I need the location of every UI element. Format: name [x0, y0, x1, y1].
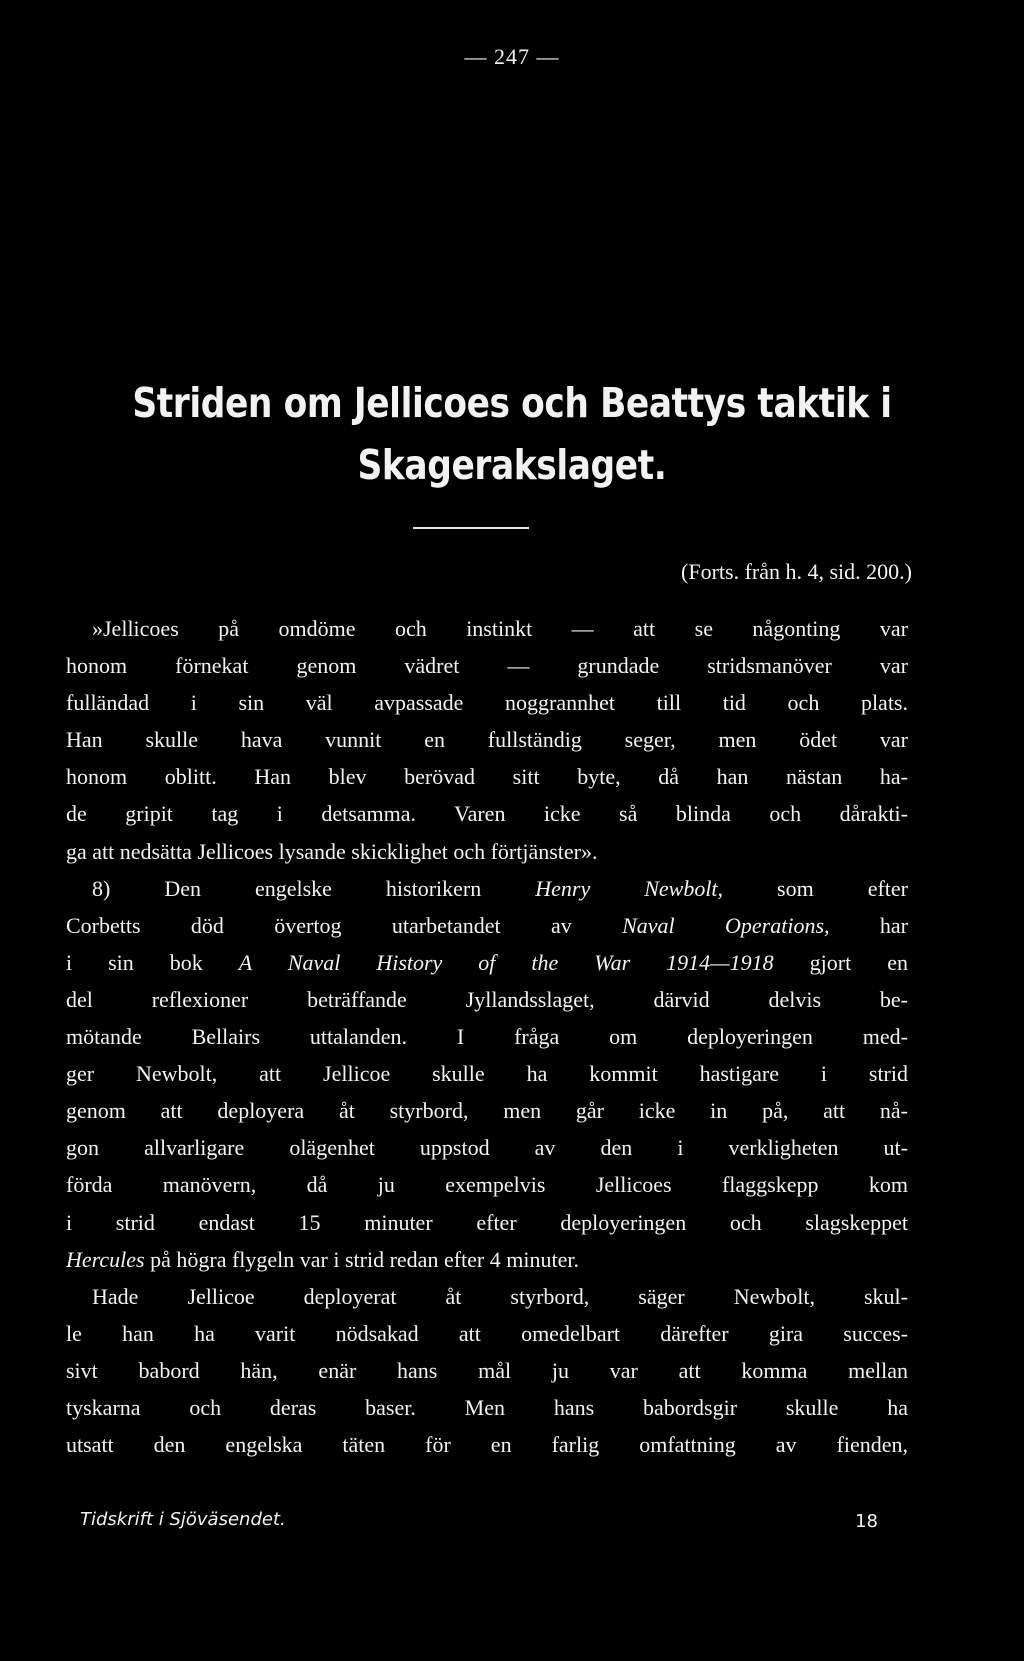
text-line: genom att deployera åt styrbord, men går icke in på, att nå-: [66, 1098, 908, 1124]
text-line: »Jellicoes på omdöme och instinkt — att se någonting var: [92, 616, 908, 641]
text-line: le han ha varit nödsakad att omedelbart därefter gira succes-: [66, 1320, 908, 1346]
text-line: [66, 870, 908, 907]
page-number: — 247 —: [464, 44, 560, 69]
text-line: [66, 907, 908, 944]
italic-text: Naval Operations,: [622, 912, 830, 938]
text-line: förda manövern, då ju exempelvis Jellicoes flaggskepp kom: [66, 1172, 908, 1198]
italic-text: A Naval History of the War 1914—1918: [238, 949, 774, 975]
continuation-note: (Forts. från h. 4, sid. 200.): [681, 559, 912, 584]
text-line: mötande Bellairs uttalanden. I fråga om deployeringen med-: [66, 1024, 908, 1050]
text-run: har: [829, 912, 908, 938]
text-line: Hade Jellicoe deployerat åt styrbord, säger Newbolt, skul-: [92, 1283, 908, 1309]
text-run: på högra flygeln var i strid redan efter 4 minuter.: [144, 1246, 579, 1272]
italic-text: Hercules: [66, 1246, 145, 1272]
article-title-line-2: Skagerakslaget.: [357, 441, 667, 489]
text-line: honom oblitt. Han blev berövad sitt byte, då han nästan ha-: [66, 764, 908, 790]
text-line: ger Newbolt, att Jellicoe skulle ha kommit hastigare i strid: [66, 1061, 908, 1087]
text-line: gon allvarligare olägenhet uppstod av den i verkligheten ut-: [66, 1135, 908, 1161]
text-line: honom förnekat genom vädret — grundade stridsmanöver var: [66, 653, 908, 679]
article-title-line-1: Striden om Jellicoes och Beattys taktik i: [132, 379, 892, 427]
text-line: Han skulle hava vunnit en fullständig seger, men ödet var: [66, 727, 908, 753]
text-line: ga att nedsätta Jellicoes lysande skicklighet och förtjänster».: [66, 838, 598, 864]
text-line: del reflexioner beträffande Jyllandsslaget, därvid delvis be-: [66, 986, 908, 1012]
sheet-number: 18: [855, 1511, 878, 1532]
title-divider: [413, 527, 529, 529]
journal-name: Tidskrift i Sjöväsendet.: [80, 1509, 286, 1530]
text-run: som efter: [723, 875, 908, 901]
text-line: utsatt den engelska täten för en farlig omfattning av fienden,: [66, 1432, 908, 1458]
text-run: Corbetts död övertog utarbetandet av: [66, 912, 623, 938]
article-title: [82, 372, 942, 496]
text-line: de gripit tag i detsamma. Varen icke så blinda och dårakti-: [66, 801, 908, 827]
text-line: i strid endast 15 minuter efter deployeringen och slagskeppet: [66, 1209, 908, 1235]
text-run: 8) Den engelske historikern: [92, 875, 536, 901]
italic-text: Henry Newbolt,: [535, 875, 724, 901]
text-run: i sin bok: [66, 949, 239, 975]
body-text: [66, 610, 908, 1463]
text-line: [66, 1241, 908, 1278]
text-line: sivt babord hän, enär hans mål ju var att komma mellan: [66, 1357, 908, 1383]
text-run: gjort en: [773, 949, 908, 975]
text-line: fulländad i sin väl avpassade noggrannhet till tid och plats.: [66, 690, 908, 716]
text-line: tyskarna och deras baser. Men hans babordsgir skulle ha: [66, 1394, 908, 1420]
text-line: [66, 944, 908, 981]
